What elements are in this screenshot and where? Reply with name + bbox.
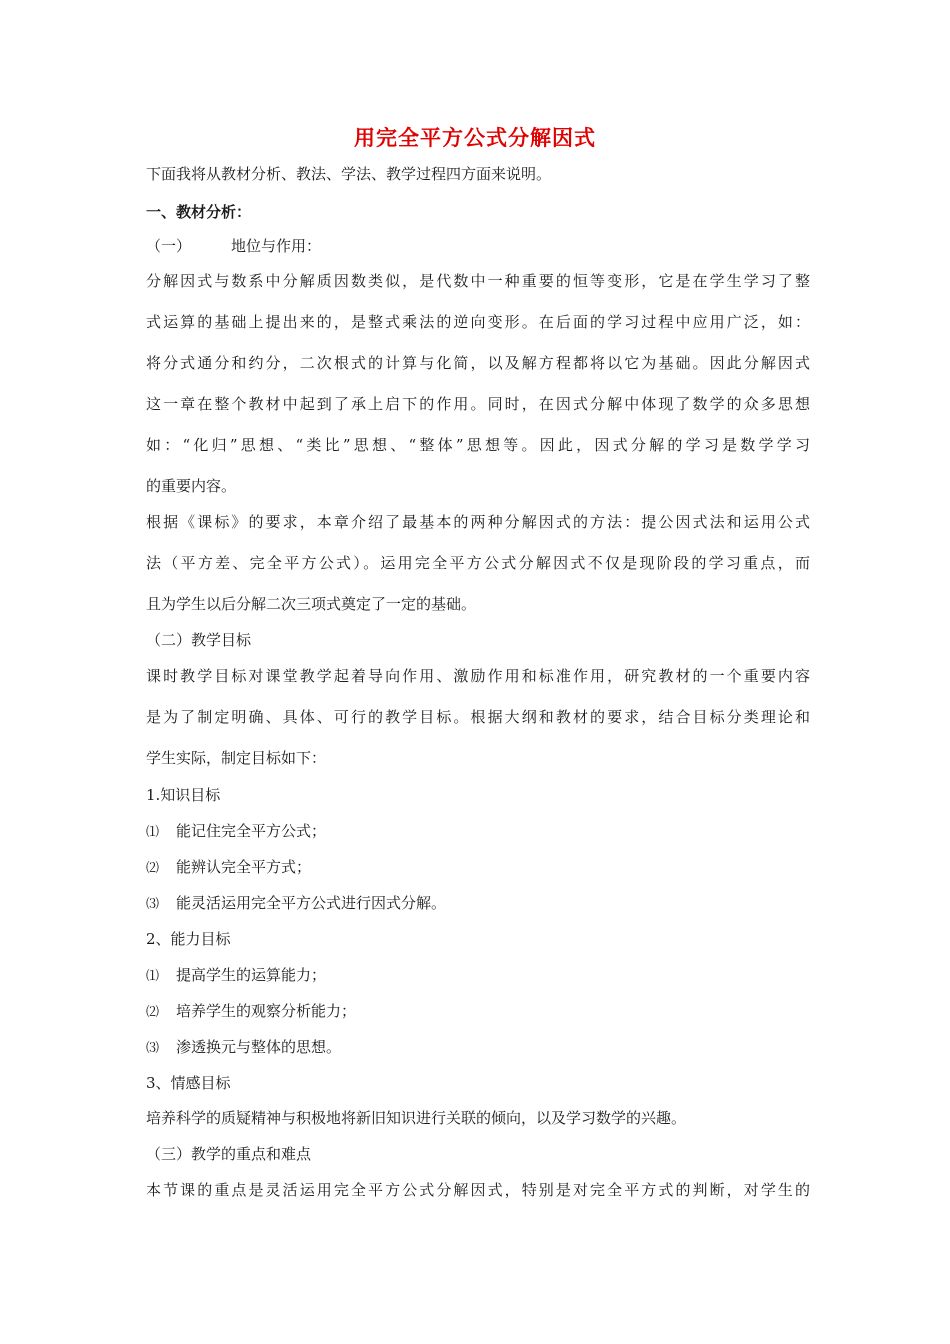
list-item-number: ⑴: [146, 969, 160, 984]
list-item: [146, 821, 810, 843]
list-item: [146, 893, 810, 915]
paragraph-line: 本节课的重点是灵活运用完全平方公式分解因式，特别是对完全平方式的判断，对学生的: [146, 1181, 810, 1199]
list-item: [146, 965, 810, 987]
list-item-number: ⑶: [146, 1041, 160, 1056]
paragraph-line: 且为学生以后分解二次三项式奠定了一定的基础。: [146, 595, 477, 613]
list-item: [146, 1001, 810, 1023]
list-item: [146, 857, 810, 879]
list-item-text: 提高学生的运算能力；: [176, 966, 327, 984]
subsection-heading: （二）教学目标: [146, 631, 252, 649]
goal-heading: 3、情感目标: [146, 1074, 231, 1092]
paragraph-line: 这一章在整个教材中起到了承上启下的作用。同时，在因式分解中体现了数学的众多思想: [146, 395, 810, 413]
subsection-number: （一）: [146, 237, 192, 255]
paragraph-line: 课时教学目标对课堂教学起着导向作用、激励作用和标准作用，研究教材的一个重要内容: [146, 667, 810, 685]
goal-heading: 1.知识目标: [146, 786, 221, 804]
list-item-text: 渗透换元与整体的思想。: [176, 1038, 342, 1056]
paragraph-line: 如：“化归”思想、“类比”思想、“整体”思想等。因此，因式分解的学习是数学学习: [146, 436, 810, 454]
subsection-heading: [146, 236, 810, 256]
list-item-number: ⑵: [146, 861, 160, 876]
subsection-heading: （三）教学的重点和难点: [146, 1145, 312, 1163]
intro-line: 下面我将从教材分析、教法、学法、教学过程四方面来说明。: [146, 165, 552, 183]
list-item-number: ⑴: [146, 825, 160, 840]
paragraph-line: 分解因式与数系中分解质因数类似，是代数中一种重要的恒等变形，它是在学生学习了整: [146, 272, 810, 290]
paragraph-line: 学生实际，制定目标如下：: [146, 749, 327, 767]
list-item-number: ⑶: [146, 897, 160, 912]
paragraph-line: 将分式通分和约分，二次根式的计算与化简，以及解方程都将以它为基础。因此分解因式: [146, 354, 810, 372]
paragraph-line: 根据《课标》的要求，本章介绍了最基本的两种分解因式的方法：提公因式法和运用公式: [146, 513, 810, 531]
paragraph-line: 培养科学的质疑精神与积极地将新旧知识进行关联的倾向，以及学习数学的兴趣。: [146, 1109, 687, 1127]
section-heading: 一、教材分析：: [146, 203, 252, 221]
paragraph-line: 是为了制定明确、具体、可行的教学目标。根据大纲和教材的要求，结合目标分类理论和: [146, 708, 810, 726]
list-item: [146, 1037, 810, 1059]
list-item-text: 能灵活运用完全平方公式进行因式分解。: [176, 894, 447, 912]
list-item-number: ⑵: [146, 1005, 160, 1020]
paragraph-line: 的重要内容。: [146, 477, 237, 495]
paragraph-line: 法（平方差、完全平方公式）。运用完全平方公式分解因式不仅是现阶段的学习重点，而: [146, 554, 810, 572]
subsection-title: 地位与作用：: [231, 237, 322, 255]
list-item-text: 能记住完全平方公式；: [176, 822, 327, 840]
document-title: 用完全平方公式分解因式: [354, 125, 596, 150]
list-item-text: 培养学生的观察分析能力；: [176, 1002, 357, 1020]
goal-heading: 2、能力目标: [146, 930, 231, 948]
list-item-text: 能辨认完全平方式；: [176, 858, 312, 876]
paragraph-line: 式运算的基础上提出来的，是整式乘法的逆向变形。在后面的学习过程中应用广泛，如：: [146, 313, 810, 331]
